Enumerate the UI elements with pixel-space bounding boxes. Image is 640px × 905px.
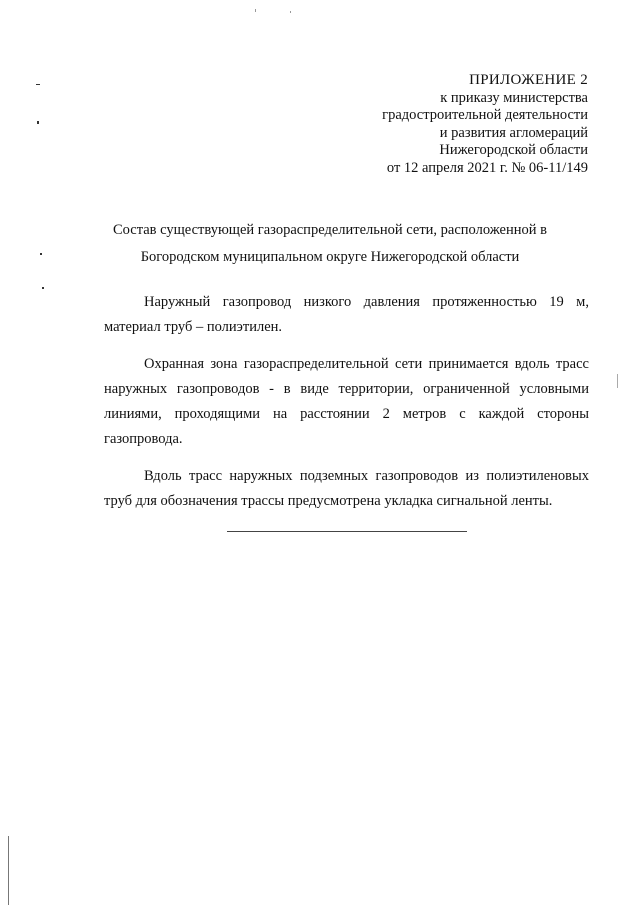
document-body: [104, 290, 589, 526]
scan-speck: [36, 84, 40, 85]
order-reference-line: к приказу министерства: [440, 89, 588, 106]
ministry-name-line: градостроительной деятельности: [382, 107, 588, 123]
scan-edge-line: [8, 836, 9, 905]
order-date-number: от 12 апреля 2021 г. № 06-11/149: [386, 159, 588, 176]
scan-speck: [617, 374, 618, 388]
document-title-line-2: Богородском муниципальном округе Нижегородской области: [140, 249, 520, 265]
scan-speck: [42, 287, 44, 289]
document-title-line-1: Состав существующей газораспределительной сети, расположенной в: [113, 222, 547, 238]
scan-speck: [40, 253, 42, 255]
scan-speck: [37, 121, 39, 124]
appendix-header: [268, 72, 588, 177]
paragraph-pipeline-description: Наружный газопровод низкого давления протяженностью 19 м, материал труб – полиэтилен.: [104, 294, 589, 335]
document-title: [70, 217, 590, 271]
paragraph-protection-zone: Охранная зона газораспределительной сети принимается вдоль трасс наружных газопроводов - в виде территории, ограниченной условными линиями, проходящими на расстоянии 2 метров с каждой стороны газопровода.: [104, 356, 589, 447]
closing-divider: [227, 531, 467, 532]
region-name-line: Нижегородской области: [439, 142, 588, 158]
appendix-title: ПРИЛОЖЕНИЕ 2: [469, 72, 588, 88]
paragraph-signal-tape: Вдоль трасс наружных подземных газопроводов из полиэтиленовых труб для обозначения трассы предусмотрена укладка сигнальной ленты.: [104, 468, 589, 509]
scan-speck: [255, 9, 256, 12]
scan-speck: [290, 11, 291, 13]
ministry-name-line-2: и развития агломераций: [439, 124, 588, 141]
